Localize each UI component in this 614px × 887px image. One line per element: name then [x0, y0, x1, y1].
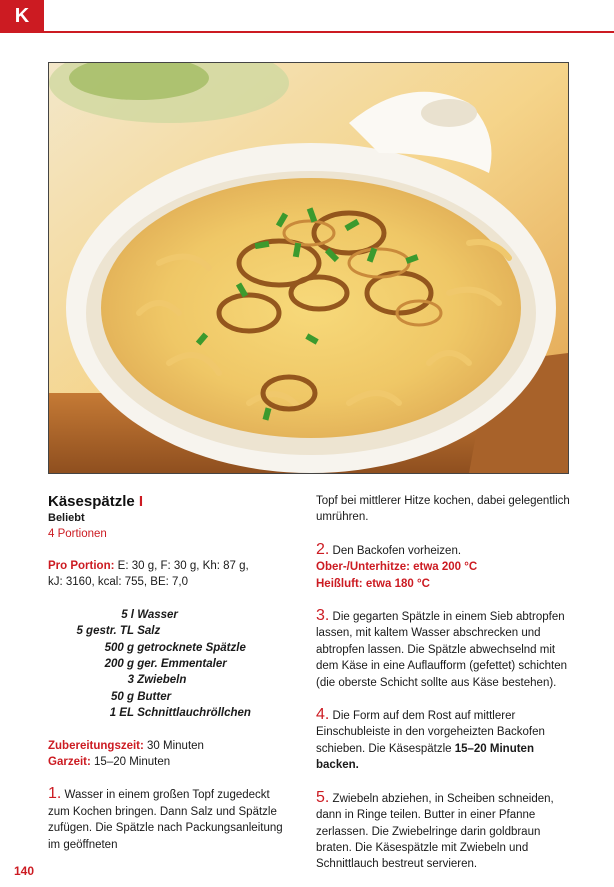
recipe-photo — [48, 62, 569, 474]
step-text: Den Backofen vorheizen. — [329, 544, 462, 557]
section-letter: K — [14, 5, 30, 27]
step-text: Topf bei mittlerer Hitze kochen, dabei gelegentlich umrühren. — [316, 495, 570, 524]
oven-top-bottom-heat: Ober-/Unterhitze: etwa 200 °C — [316, 561, 478, 574]
prep-time-label: Zubereitungszeit: — [48, 739, 144, 752]
step-number: 5. — [316, 788, 330, 806]
nutrition-line-2: kJ: 3160, kcal: 755, BE: 7,0 — [48, 576, 188, 589]
step-4 — [316, 707, 574, 774]
ingredient-item: 50 g Butter — [110, 690, 172, 703]
time-info — [48, 738, 288, 771]
cook-time-value: 15–20 Minuten — [90, 756, 171, 769]
step-text: Zwiebeln abziehen, in Scheiben schneiden, dann in Ringe teilen. Butter in einer Pfanne zerlassen. Die Zwiebelringe darin goldbraun braten. Die Käsespätzle mit Zwiebeln und Schnittlauch bestreut servieren. — [316, 792, 554, 871]
ingredient-item: 5 gestr. TL Salz — [76, 625, 161, 638]
nutrition-label: Pro Portion: — [48, 560, 115, 572]
step-text: Wasser in einem großen Topf zugedeckt zum Kochen bringen. Dann Salz und Spätzle zufügen. Die Spätzle nach Packungsanleitung im geöffneten — [48, 789, 283, 851]
step-number: 4. — [316, 706, 330, 724]
ingredient-item: 1 EL Schnittlauchröllchen — [109, 707, 251, 720]
ingredient-item: 3 Zwiebeln — [127, 674, 187, 687]
cook-time-label: Garzeit: — [48, 756, 91, 769]
ingredient-item: 500 g getrocknete Spätzle — [104, 641, 246, 654]
recipe-title-line — [48, 492, 288, 511]
page-number: 140 — [14, 864, 35, 878]
nutrition-line-1: E: 30 g, F: 30 g, Kh: 87 g, — [114, 560, 249, 572]
step-number: 3. — [316, 607, 330, 625]
step-1-continued — [316, 493, 574, 526]
nutrition-info — [48, 558, 288, 591]
step-text: Die Form auf dem Rost auf mittlerer Einschubleiste in den vorgeheizten Backofen schieben. Die Käsespätzle — [316, 710, 545, 755]
ingredient-list — [48, 607, 288, 722]
step-1 — [48, 786, 288, 853]
recipe-left-column — [48, 492, 288, 853]
recipe-portions: 4 Portionen — [48, 528, 107, 540]
kaesespaetzle-photo — [49, 63, 568, 473]
section-letter-tab — [0, 0, 44, 33]
oven-convection: Heißluft: etwa 180 °C — [316, 577, 430, 590]
ingredient-item: 200 g ger. Emmentaler — [104, 658, 227, 671]
recipe-tag: Beliebt — [48, 512, 85, 524]
step-3 — [316, 608, 574, 691]
ingredient-item: 5 l Wasser — [121, 608, 178, 621]
prep-time-value: 30 Minuten — [143, 739, 204, 752]
step-text: Die gegarten Spätzle in einem Sieb abtropfen lassen, mit kaltem Wasser abschrecken und abtropfen lassen. Die Spätzle abwechselnd mit dem Käse in eine Auflaufform (gefettet) schichten (die oberste Schicht sollte aus Käse bestehen). — [316, 611, 568, 689]
step-number: 1. — [48, 785, 62, 803]
recipe-right-column — [316, 493, 574, 873]
header-rule — [44, 31, 614, 33]
step-text-bold: 15–20 Minuten backen. — [316, 742, 534, 772]
step-2 — [316, 542, 574, 592]
recipe-title: Käsespätzle — [48, 493, 135, 510]
step-number: 2. — [316, 540, 330, 558]
step-5 — [316, 790, 574, 873]
difficulty-marker: I — [138, 493, 144, 510]
